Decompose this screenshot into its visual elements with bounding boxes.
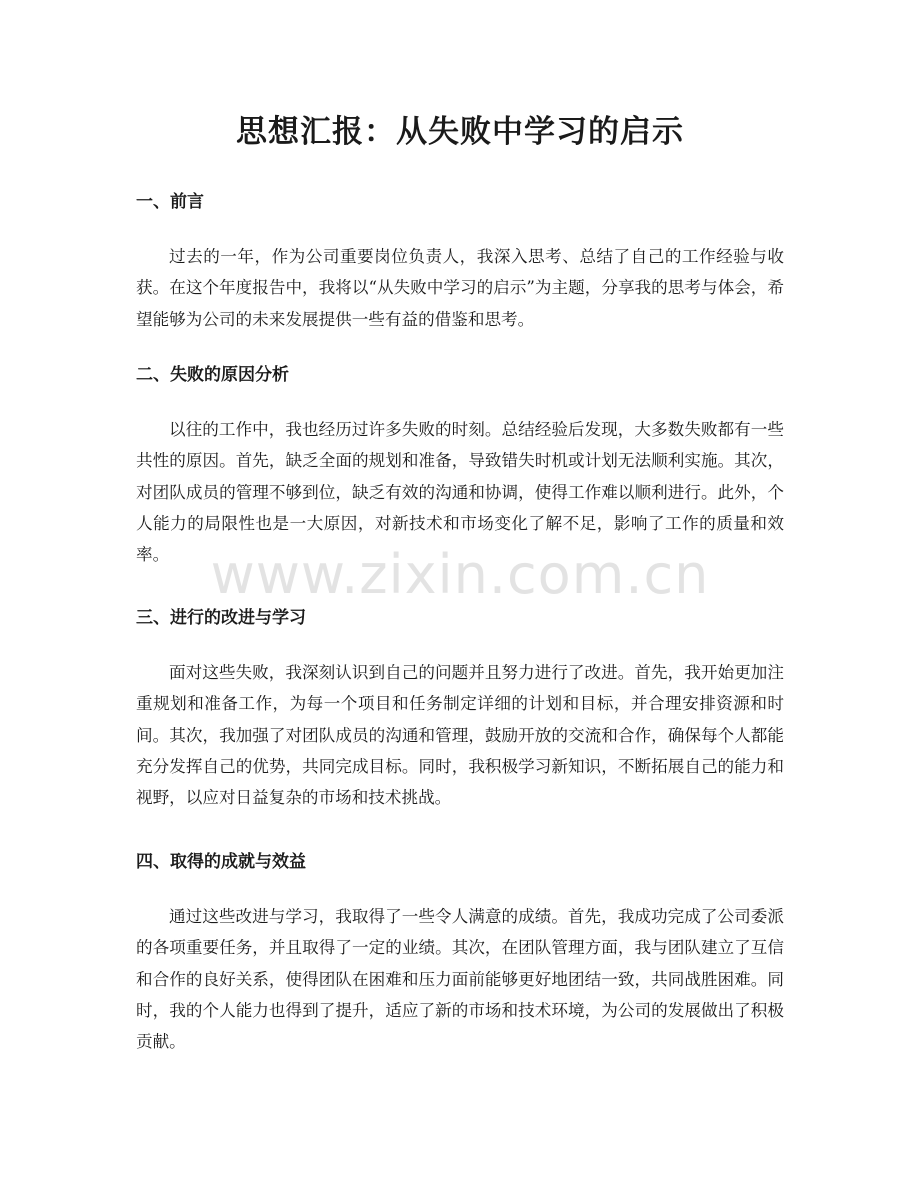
section-paragraph: 面对这些失败，我深刻认识到自己的问题并且努力进行了改进。首先，我开始更加注重规划和准备工作，为每一个项目和任务制定详细的计划和目标，并合理安排资源和时间。其次，我加强了对团队成员的沟通和管理，鼓励开放的交流和合作，确保每个人都能充分发挥自己的优势，共同完成目标。同时，我积极学习新知识，不断拓展自己的能力和视野，以应对日益复杂的市场和技术挑战。 [136,663,784,808]
section-preface [136,189,784,335]
section-achievements [136,849,784,1057]
section-heading: 二、失败的原因分析 [136,365,289,385]
document-title: 思想汇报：从失败中学习的启示 [236,114,684,150]
section-paragraph: 过去的一年，作为公司重要岗位负责人，我深入思考、总结了自己的工作经验与收获。在这个年度报告中，我将以“从失败中学习的启示”为主题，分享我的思考与体会，希望能够为公司的未来发展提供一些有益的借鉴和思考。 [136,247,784,329]
section-failure-analysis [136,362,784,570]
section-heading: 三、进行的改进与学习 [136,608,306,628]
section-heading: 四、取得的成就与效益 [136,852,306,872]
section-improvement [136,605,784,813]
section-paragraph: 以往的工作中，我也经历过许多失败的时刻。总结经验后发现，大多数失败都有一些共性的原因。首先，缺乏全面的规划和准备，导致错失时机或计划无法顺利实施。其次，对团队成员的管理不够到位，缺乏有效的沟通和协调，使得工作难以顺利进行。此外，个人能力的局限性也是一大原因，对新技术和市场变化了解不足，影响了工作的质量和效率。 [136,420,784,565]
section-paragraph: 通过这些改进与学习，我取得了一些令人满意的成绩。首先，我成功完成了公司委派的各项重要任务，并且取得了一定的业绩。其次，在团队管理方面，我与团队建立了互信和合作的良好关系，使得团队在困难和压力面前能够更好地团结一致，共同战胜困难。同时，我的个人能力也得到了提升，适应了新的市场和技术环境，为公司的发展做出了积极贡献。 [136,907,784,1052]
watermark: www.zixin.com.cn [210,543,710,606]
section-heading: 一、前言 [136,192,204,212]
